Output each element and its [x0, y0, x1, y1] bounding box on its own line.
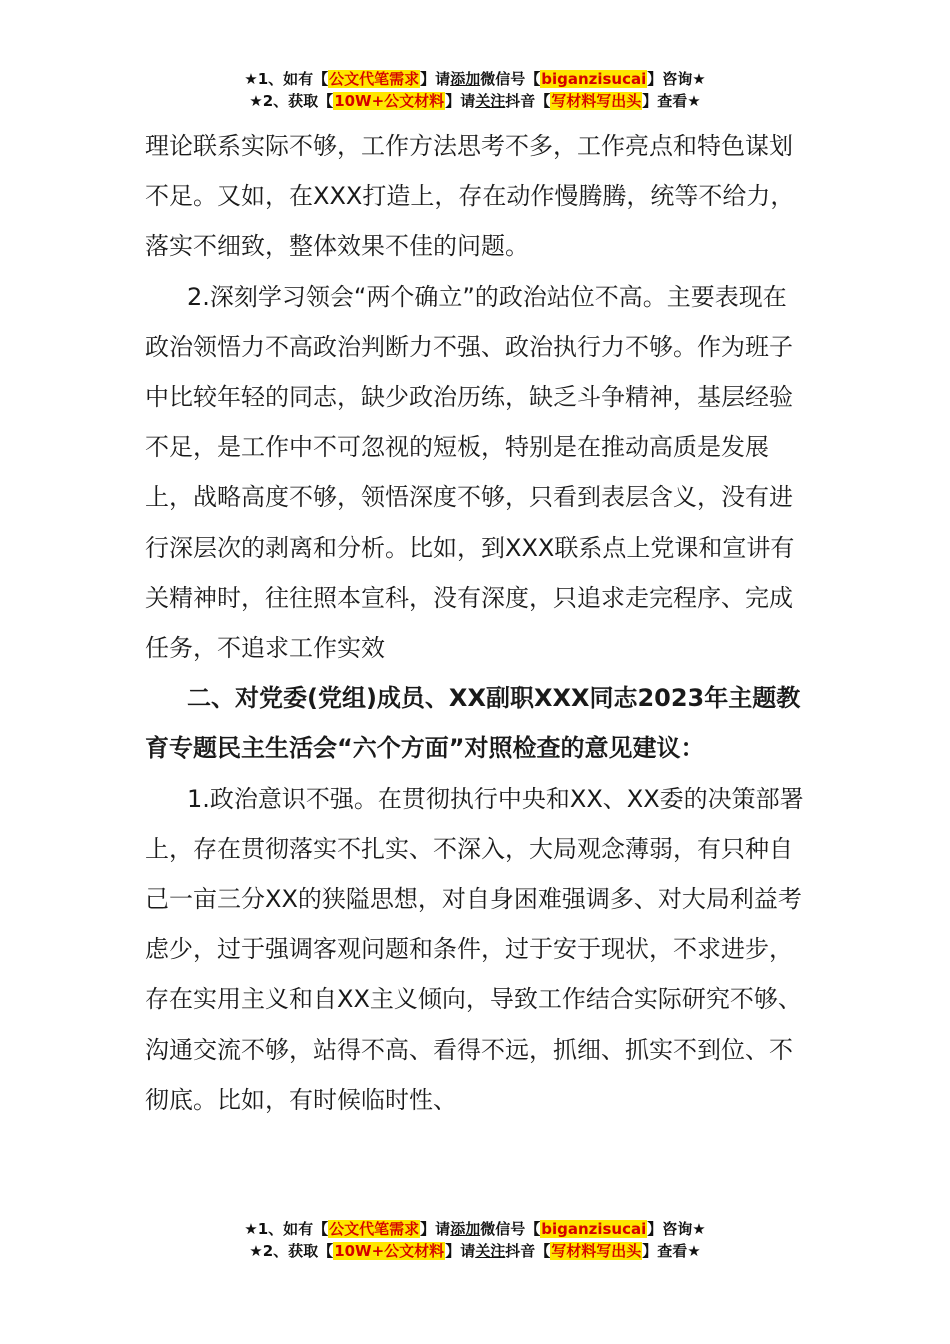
paragraph-continuation: 理论联系实际不够，工作方法思考不多，工作亮点和特色谋划不足。又如，在XXX打造上，存在动作慢腾腾，统等不给力，落实不细致，整体效果不佳的问题。 [145, 132, 795, 261]
paragraph-political-awareness: 1.政治意识不强。在贯彻执行中央和XX、XX委的决策部署上，存在贯彻落实不扎实、不深入，大局观念薄弱，有只种自己一亩三分XX的狭隘思想，对自身困难强调多、对大局利益考虑少，过于强调客观问题和条件，过于安于现状，不求进步，存在实用主义和自XX主义倾向，导致工作结合实际研究不够、沟通交流不够，站得不高、看得不远，抓细、抓实不到位、不彻底。比如，有时候临时性、 [145, 784, 804, 1114]
banner-line-1: ★1、如有【公文代笔需求】请添加微信号【biganzisucai】咨询★ [244, 1220, 706, 1238]
highlight-materials: 10W+公文材料 [334, 1242, 445, 1260]
document-body [145, 121, 805, 1125]
highlight-wechat-id: biganzisucai [541, 1220, 647, 1238]
header-banner [0, 68, 950, 112]
banner-line-2: ★2、获取【10W+公文材料】请关注抖音【写材料写出头】查看★ [249, 92, 701, 110]
highlight-service: 公文代笔需求 [329, 70, 420, 88]
banner-line-2: ★2、获取【10W+公文材料】请关注抖音【写材料写出头】查看★ [249, 1242, 701, 1260]
highlight-douyin-account: 写材料写出头 [551, 92, 642, 110]
banner-line-1: ★1、如有【公文代笔需求】请添加微信号【biganzisucai】咨询★ [244, 70, 706, 88]
highlight-service: 公文代笔需求 [329, 1220, 420, 1238]
highlight-materials: 10W+公文材料 [334, 92, 445, 110]
section-heading: 二、对党委(党组)成员、XX副职XXX同志2023年主题教育专题民主生活会“六个方面”对照检查的意见建议： [145, 684, 801, 763]
footer-banner [0, 1218, 950, 1262]
highlight-douyin-account: 写材料写出头 [551, 1242, 642, 1260]
paragraph-political-stance: 2.深刻学习领会“两个确立”的政治站位不高。主要表现在政治领悟力不高政治判断力不强、政治执行力不够。作为班子中比较年轻的同志，缺少政治历练，缺乏斗争精神，基层经验不足，是工作中不可忽视的短板，特别是在推动高质是发展上，战略高度不够，领悟深度不够，只看到表层含义，没有进行深层次的剥离和分析。比如，到XXX联系点上党课和宣讲有关精神时，往往照本宣科，没有深度，只追求走完程序、完成任务，不追求工作实效 [145, 282, 795, 663]
highlight-wechat-id: biganzisucai [541, 70, 647, 88]
